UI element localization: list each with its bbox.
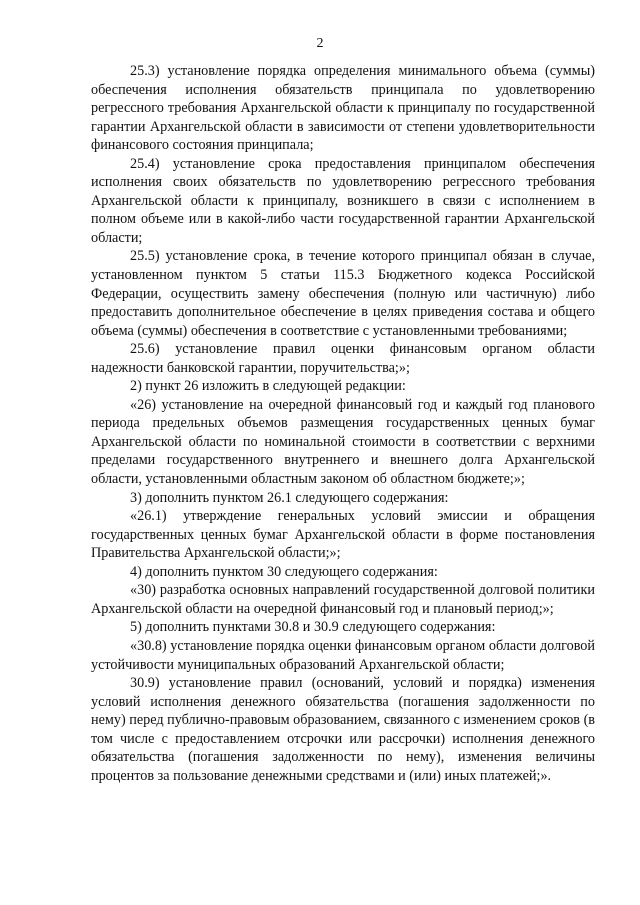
paragraph-30: «30) разработка основных направлений государственной долговой политики Архангельской области на очередной финансовый год и плановый период;»; xyxy=(91,582,595,617)
paragraph-30-9: 30.9) установление правил (оснований, условий и порядка) изменения условий исполнения денежного обязательства (погашения задолженности по нему) перед публично-правовым образованием, связанного с изменением сроков (в том числе с предоставлением отсрочки или рассрочки) исполнения денежного обязательства (погашения задолженности по нему), изменения величины процентов за пользование денежными средствами и (или) иных платежей;». xyxy=(91,675,595,784)
paragraph-item-3: 3) дополнить пунктом 26.1 следующего содержания: xyxy=(130,489,449,506)
paragraph-26-1: «26.1) утверждение генеральных условий эмиссии и обращения государственных ценных бумаг Архангельской области в форме постановления Правительства Архангельской области;»; xyxy=(91,508,595,562)
paragraph-item-2: 2) пункт 26 изложить в следующей редакции: xyxy=(130,378,406,395)
page-number: 2 xyxy=(316,36,324,51)
paragraph-item-4: 4) дополнить пунктом 30 следующего содержания: xyxy=(130,563,438,580)
paragraph-25-5: 25.5) установление срока, в течение которого принципал обязан в случае, установленном пунктом 5 статьи 115.3 Бюджетного кодекса Российской Федерации, осуществить замену обеспечения (полную или частичную) либо предоставить дополнительное обеспечение в целях приведения состава и общего объема (суммы) обеспечения в соответствие с установленными требованиями; xyxy=(91,248,595,339)
paragraph-25-6: 25.6) установление правил оценки финансовым органом области надежности банковской гарантии, поручительства;»; xyxy=(91,341,595,376)
paragraph-25-3: 25.3) установление порядка определения минимального объема (суммы) обеспечения исполнения обязательств принципала по удовлетворению регрессного требования Архангельской области к принципалу по государственной гарантии Архангельской области в зависимости от степени удовлетворительности финансового состояния принципала; xyxy=(91,63,595,154)
paragraph-30-8: «30.8) установление порядка оценки финансовым органом области долговой устойчивости муниципальных образований Архангельской области; xyxy=(91,637,595,673)
paragraph-item-5: 5) дополнить пунктами 30.8 и 30.9 следующего содержания: xyxy=(130,619,496,636)
paragraph-26: «26) установление на очередной финансовый год и каждый год планового периода предельных объемов размещения государственных ценных бумаг Архангельской области по номинальной стоимости в соответствии с верхними пределами государственного внутреннего и внешнего долга Архангельской области, установленными областным законом об областном бюджете;»; xyxy=(91,396,595,488)
document-body xyxy=(91,62,595,785)
paragraph-25-4: 25.4) установление срока предоставления принципалом обеспечения исполнения своих обязательств по удовлетворению регрессного требования Архангельской области к принципалу, возникшего в связи с исполнением в полном объеме или в какой-либо части государственной гарантии Архангельской области; xyxy=(91,155,595,246)
